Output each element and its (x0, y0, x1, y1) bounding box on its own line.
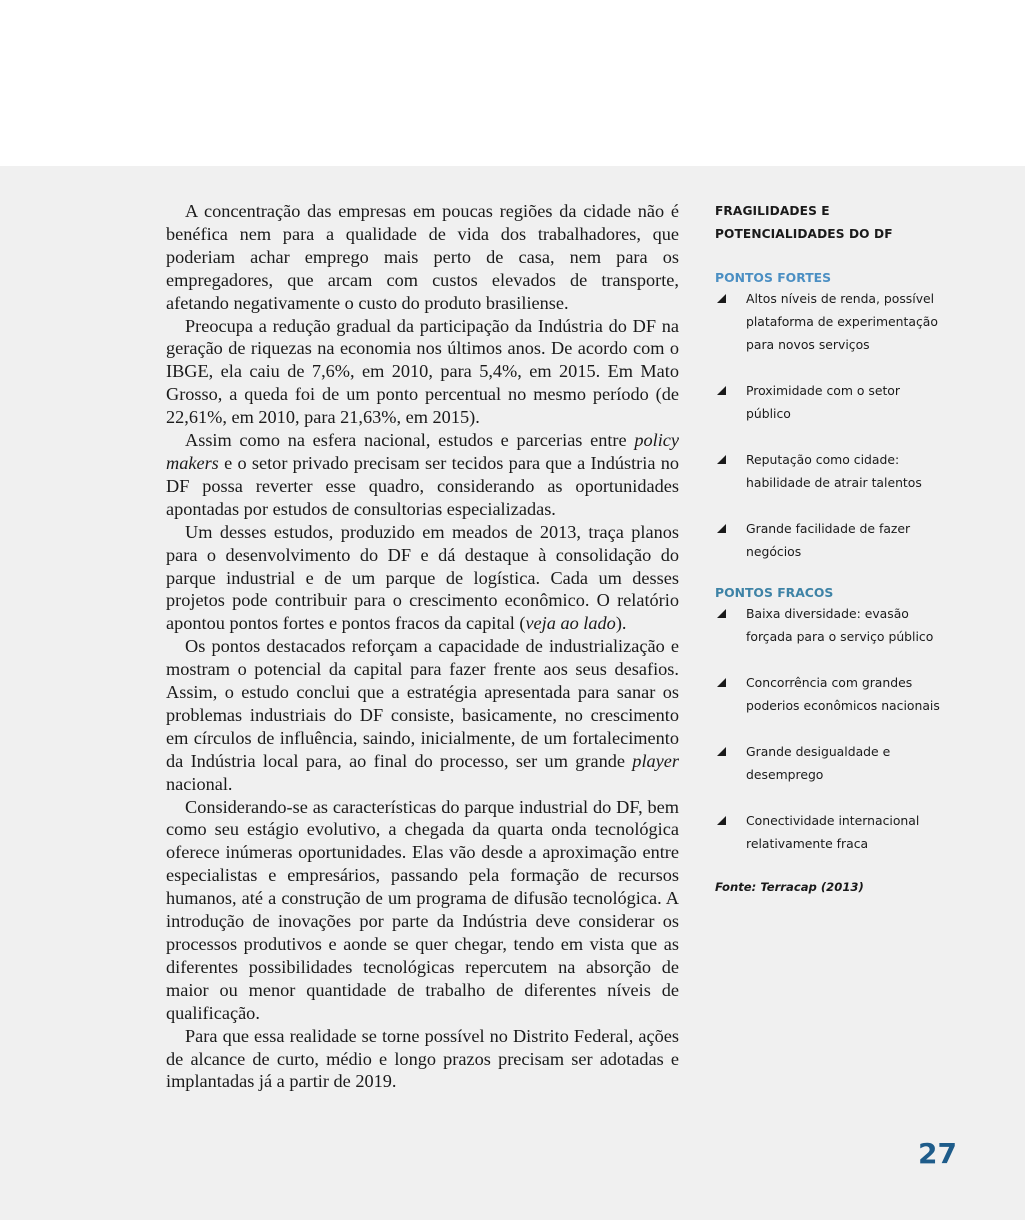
paragraph-text: Para que essa realidade se torne possível no Distrito Federal, ações de alcance de curto, médio e longo prazos precisam ser adotadas e implantadas já a partir de 2019. (166, 1025, 679, 1092)
bullet-triangle-icon (717, 386, 726, 395)
article-paragraph (166, 635, 679, 795)
list-item (715, 740, 945, 786)
bullet-triangle-icon (717, 609, 726, 618)
bullet-triangle-icon (717, 524, 726, 533)
bullet-triangle-icon (717, 816, 726, 825)
paragraph-text: Preocupa a redução gradual da participação da Indústria do DF na geração de riquezas na economia nos últimos anos. De acordo com o IBGE, ela caiu de 7,6%, em 2010, para 5,4%, em 2015. Em Mato Grosso, a queda foi de um ponto percentual no mesmo período (de 22,61%, em 2010, para 21,63%, em 2015). (166, 315, 679, 428)
bullet-triangle-icon (717, 678, 726, 687)
list-item-text: Baixa diversidade: evasão forçada para o serviço público (746, 606, 934, 644)
article-paragraph (166, 429, 679, 521)
article-paragraph (166, 315, 679, 430)
article-paragraph (166, 1025, 679, 1094)
article-paragraph (166, 796, 679, 1025)
bullet-triangle-icon (717, 455, 726, 464)
strong-points-heading: PONTOS FORTES (715, 270, 832, 285)
paragraph-text: Um desses estudos, produzido em meados de 2013, traça planos para o desenvolvimento do DF e dá destaque à consolidação do parque industrial e de um parque de logística. Cada um desses projetos pode contribuir para o crescimento econômico. O relatório apontou pontos fortes e pontos fracos da capital ( (166, 521, 679, 634)
list-item-text: Conectividade internacional relativamente fraca (746, 813, 920, 851)
paragraph-text: nacional. (166, 773, 233, 794)
list-item (715, 379, 945, 425)
source-note: Fonte: Terracap (2013) (715, 880, 864, 894)
list-item (715, 602, 945, 648)
list-item-text: Reputação como cidade: habilidade de atrair talentos (746, 452, 922, 490)
list-item-text: Concorrência com grandes poderios econômicos nacionais (746, 675, 940, 713)
italic-term: veja ao lado (525, 613, 616, 634)
list-item (715, 809, 945, 855)
italic-term: policy makers (166, 430, 679, 473)
list-item (715, 671, 945, 717)
paragraph-text: Os pontos destacados reforçam a capacidade de industrialização e mostram o potencial da capital para fazer frente aos seus desafios. Assim, o estudo conclui que a estratégia apresentada para sanar os problemas industriais do DF consiste, basicamente, no crescimento em círculos de influência, saindo, inicialmente, de um fortalecimento da Indústria local para, ao final do processo, ser um grande (166, 636, 679, 771)
weak-points-list (715, 602, 945, 855)
strong-points-list (715, 287, 945, 563)
list-item-text: Grande desigualdade e desemprego (746, 744, 891, 782)
sidebar-box (715, 200, 945, 907)
sidebar-title-line2: POTENCIALIDADES DO DF (715, 227, 893, 241)
article-paragraph (166, 521, 679, 636)
paragraph-text: ). (615, 613, 627, 634)
list-item-text: Altos níveis de renda, possível plataforma de experimentação para novos serviços (746, 291, 938, 352)
list-item (715, 448, 945, 494)
list-item-text: Proximidade com o setor público (746, 383, 900, 421)
top-blank-area (0, 0, 1025, 166)
paragraph-text: e o setor privado precisam ser tecidos para que a Indústria no DF possa reverter esse quadro, considerando as oportunidades apontadas por estudos de consultorias especializadas. (166, 452, 679, 519)
paragraph-text: A concentração das empresas em poucas regiões da cidade não é benéfica nem para a qualidade de vida dos trabalhadores, que poderiam achar emprego mais perto de casa, nem para os empregadores, que arcam com custos elevados de transporte, afetando negativamente o custo do produto brasiliense. (166, 201, 679, 313)
italic-term: player (632, 750, 679, 771)
weak-points-heading: PONTOS FRACOS (715, 585, 834, 600)
sidebar-title-line1: FRAGILIDADES E (715, 204, 830, 218)
paragraph-text: Assim como na esfera nacional, estudos e parcerias entre (185, 430, 635, 451)
bullet-triangle-icon (717, 294, 726, 303)
list-item (715, 287, 945, 356)
list-item (715, 517, 945, 563)
article-body (166, 200, 679, 1093)
bullet-triangle-icon (717, 747, 726, 756)
paragraph-text: Considerando-se as características do parque industrial do DF, bem como seu estágio evolutivo, a chegada da quarta onda tecnológica oferece inúmeras oportunidades. Elas vão desde a aproximação entre especialistas e empresários, passando pela formação de recursos humanos, até a construção de um programa de difusão tecnológica. A introdução de inovações por parte da Indústria deve considerar os processos produtivos e aonde se quer chegar, tendo em vista que as diferentes possibilidades tecnológicas repercutem na absorção de maior ou menor quantidade de trabalho de diferentes níveis de qualificação. (166, 796, 679, 1023)
article-paragraph (166, 200, 679, 315)
page-number: 27 (918, 1137, 957, 1170)
list-item-text: Grande facilidade de fazer negócios (746, 521, 911, 559)
